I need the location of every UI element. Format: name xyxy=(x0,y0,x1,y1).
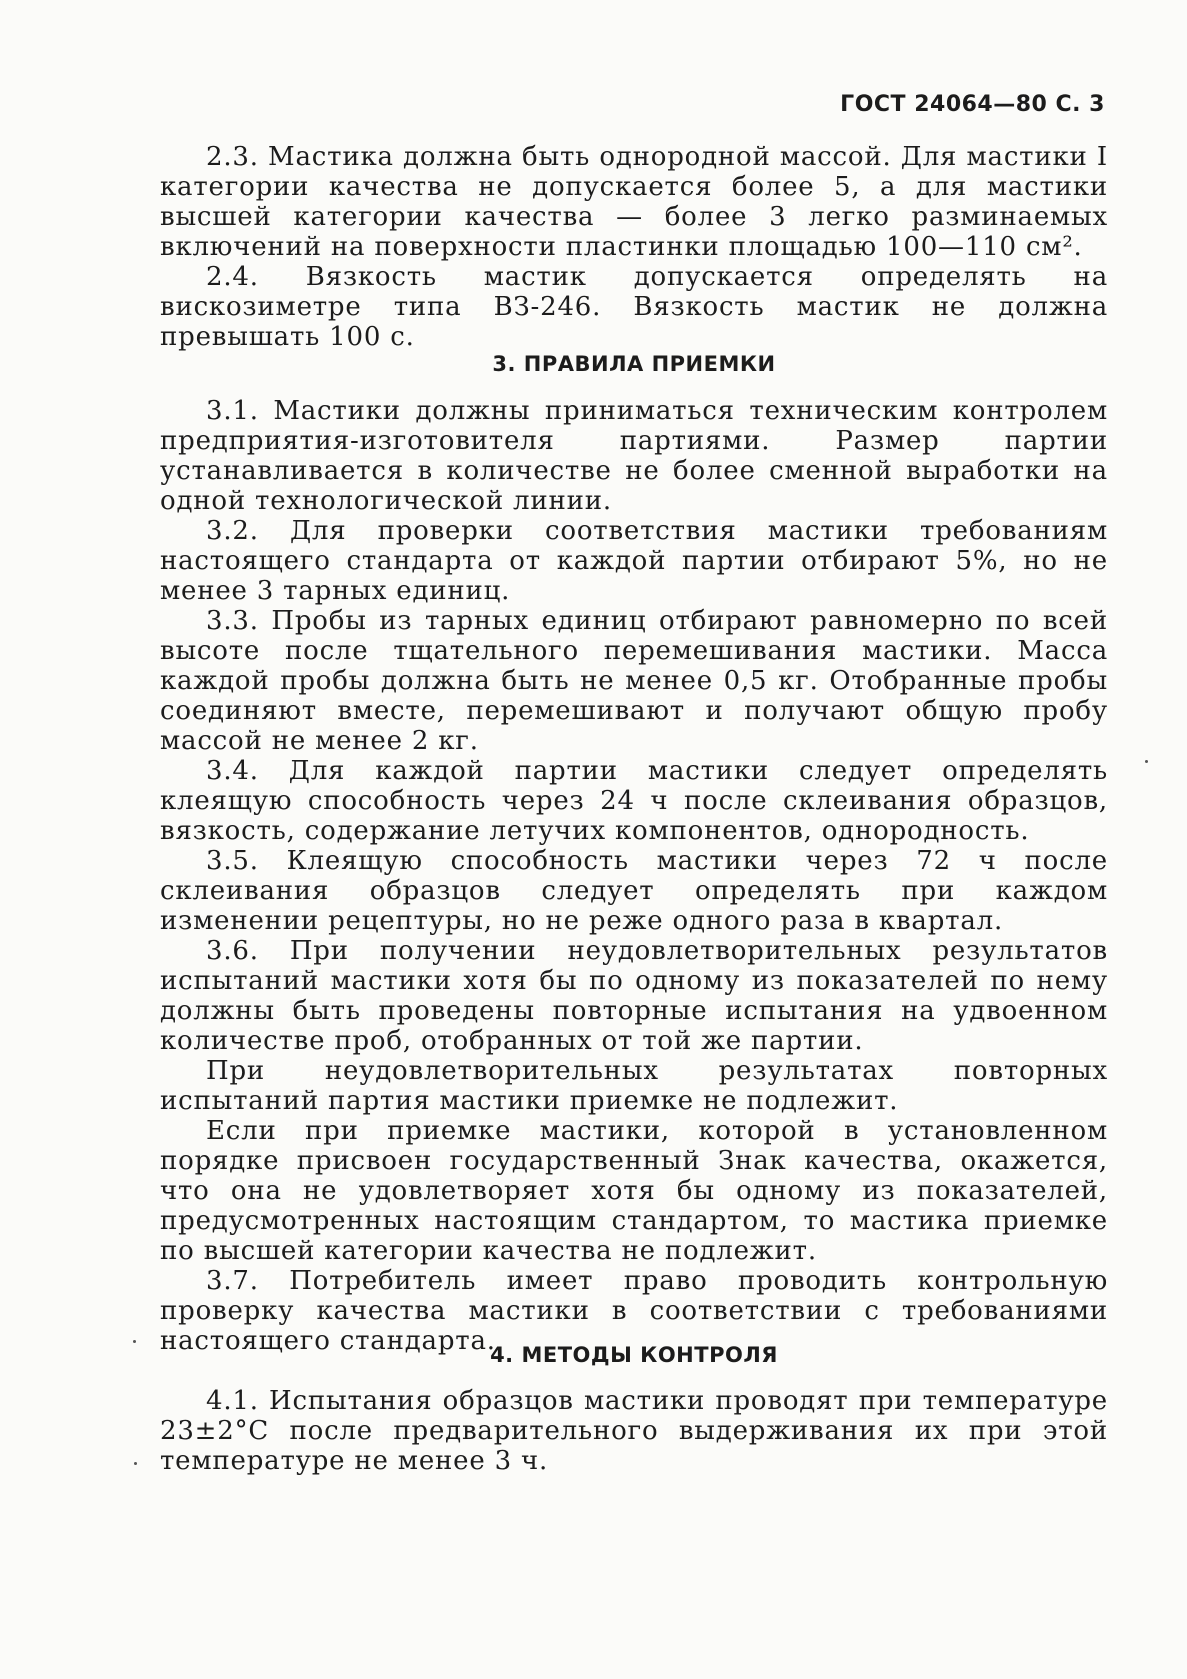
scan-speck xyxy=(1145,760,1148,763)
scan-speck xyxy=(133,1340,136,1343)
paragraph-3-4: 3.4. Для каждой партии мастики следует определять клеящую способность через 24 ч после склеивания образцов, вязкость, содержание летучих компонентов, однородность. xyxy=(160,756,1108,846)
paragraph-4-1: 4.1. Испытания образцов мастики проводят при температуре 23±2°С после предварительного выдерживания их при этой температуре не менее 3 ч. xyxy=(160,1386,1108,1476)
paragraph-3-7: 3.7. Потребитель имеет право проводить контрольную проверку качества мастики в соответствии с требованиями настоящего стандарта. xyxy=(160,1266,1108,1356)
paragraph-3-2: 3.2. Для проверки соответствия мастики требованиям настоящего стандарта от каждой партии отбирают 5%, но не менее 3 тарных единиц. xyxy=(160,516,1108,606)
paragraph-2-3: 2.3. Мастика должна быть однородной массой. Для мастики I категории качества не допускается более 5, а для мастики высшей категории качества — более 3 легко разминаемых включений на поверхности пластинки площадью 100—110 см². xyxy=(160,142,1108,262)
section-3-title: 3. ПРАВИЛА ПРИЕМКИ xyxy=(492,352,776,376)
section-4-title: 4. МЕТОДЫ КОНТРОЛЯ xyxy=(490,1343,778,1367)
paragraph-3-5: 3.5. Клеящую способность мастики через 72 ч после склеивания образцов следует определять при каждом изменении рецептуры, но не реже одного раза в квартал. xyxy=(160,846,1108,936)
paragraph-3-6-quality-mark: Если при приемке мастики, которой в установленном порядке присвоен государственный Знак качества, окажется, что она не удовлетворяет хотя бы одному из показателей, предусмотренных настоящим стандартом, то мастика приемке по высшей категории качества не подлежит. xyxy=(160,1116,1108,1266)
paragraph-2-4: 2.4. Вязкость мастик допускается определять на вискозиметре типа ВЗ-246. Вязкость мастик не должна превышать 100 с. xyxy=(160,262,1108,352)
paragraph-3-3: 3.3. Пробы из тарных единиц отбирают равномерно по всей высоте после тщательного перемешивания мастики. Масса каждой пробы должна быть не менее 0,5 кг. Отобранные пробы соединяют вместе, перемешивают и получают общую пробу массой не менее 2 кг. xyxy=(160,606,1108,756)
running-head: ГОСТ 24064—80 С. 3 xyxy=(840,92,1105,117)
section-4-body xyxy=(160,1386,1108,1476)
paragraph-3-1: 3.1. Мастики должны приниматься техническим контролем предприятия-изготовителя партиями. Размер партии устанавливается в количестве не более сменной выработки на одной технологической линии. xyxy=(160,396,1108,516)
paragraph-3-6-repeat: При неудовлетворительных результатах повторных испытаний партия мастики приемке не подлежит. xyxy=(160,1056,1108,1116)
paragraph-3-6: 3.6. При получении неудовлетворительных результатов испытаний мастики хотя бы по одному из показателей по нему должны быть проведены повторные испытания на удвоенном количестве проб, отобранных от той же партии. xyxy=(160,936,1108,1056)
section-3-body xyxy=(160,396,1108,1356)
scan-speck xyxy=(134,1462,137,1465)
section-2-continued xyxy=(160,142,1108,352)
